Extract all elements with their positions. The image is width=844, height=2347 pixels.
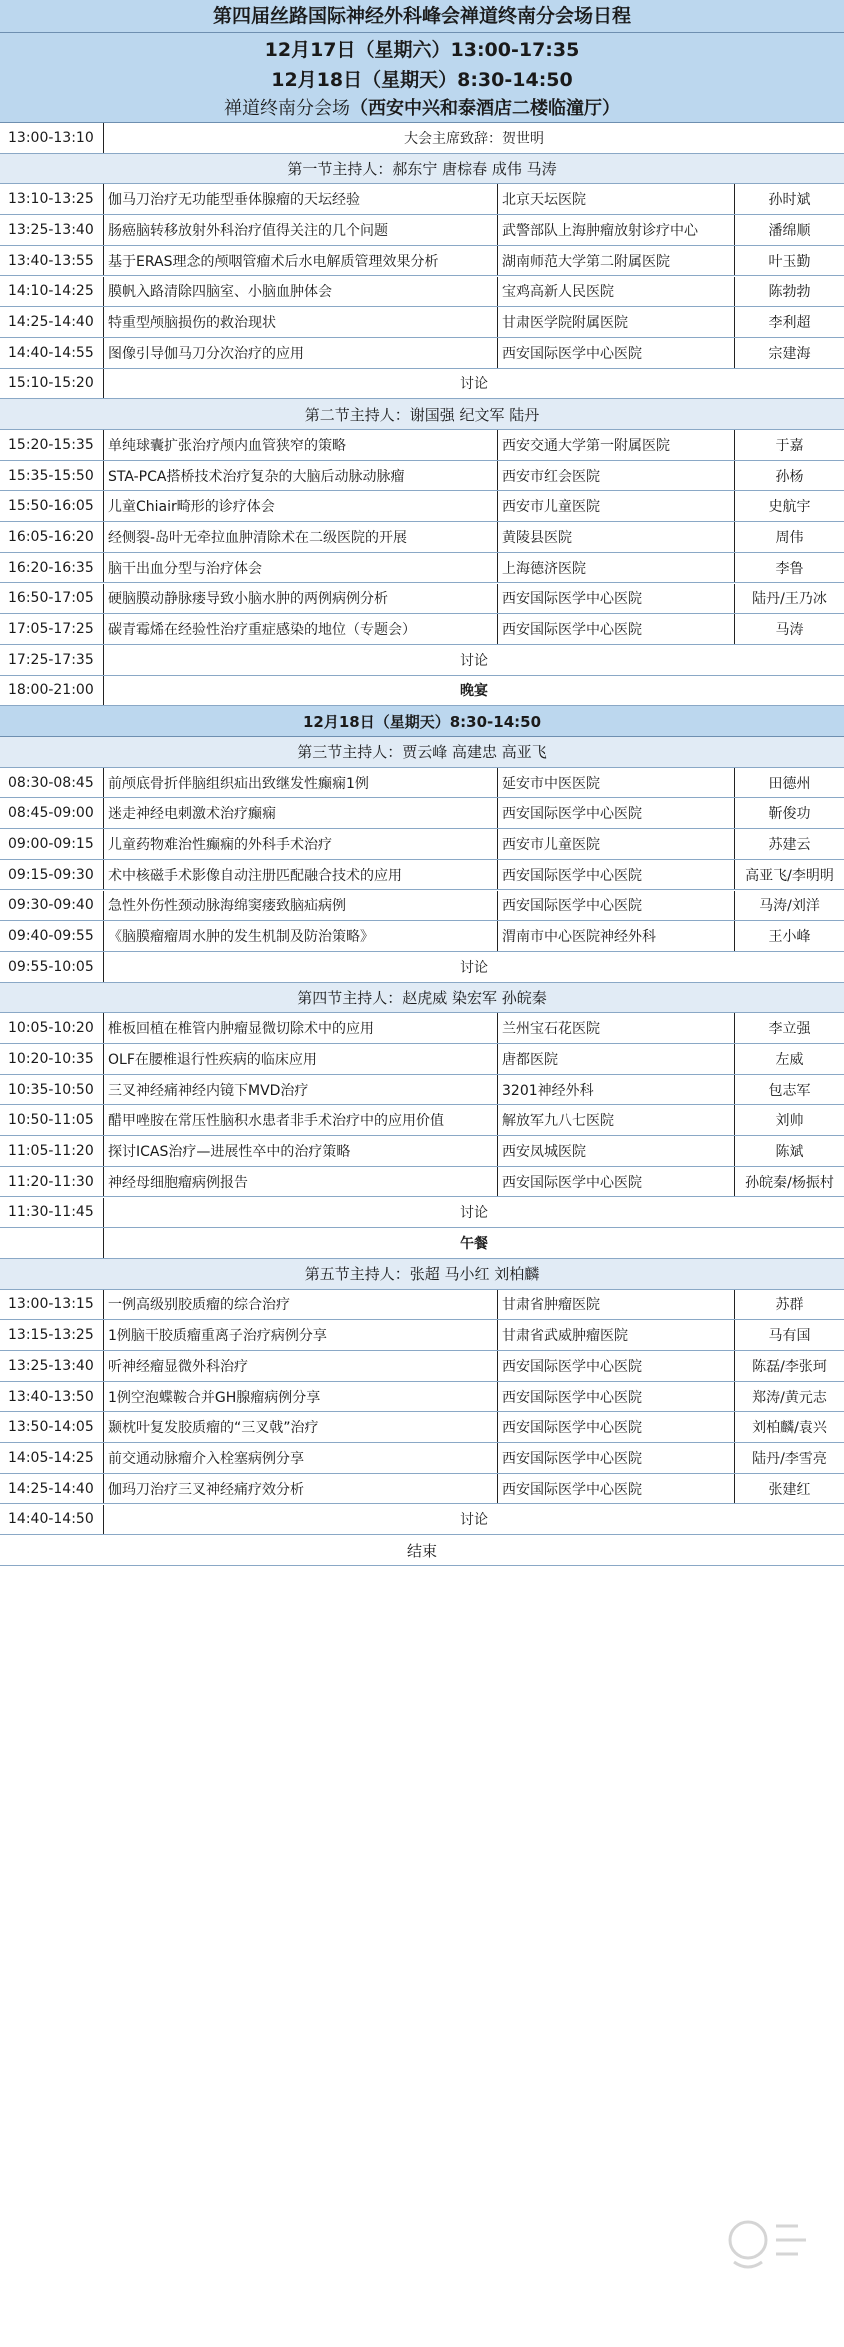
time-slot: 15:10-15:20 [0, 369, 104, 399]
talk-institution: 兰州宝石花医院 [498, 1013, 735, 1043]
talk-speaker: 陈勃勃 [768, 284, 811, 301]
talk-row [0, 307, 844, 338]
talk-topic: 迷走神经电刺激术治疗癫痫 [104, 798, 498, 828]
time-slot: 08:30-08:45 [0, 768, 104, 798]
time-slot: 09:30-09:40 [0, 891, 104, 921]
time-slot: 13:10-13:25 [0, 184, 104, 214]
talk-topic: 基于ERAS理念的颅咽管瘤术后水电解质管理效果分析 [104, 246, 498, 276]
talk-row [0, 921, 844, 952]
talk-row [0, 522, 844, 553]
discussion-row [0, 645, 844, 676]
talk-institution: 西安国际医学中心医院 [498, 891, 735, 921]
talk-topic: 椎板回植在椎管内肿瘤显微切除术中的应用 [104, 1013, 498, 1043]
time-slot: 08:45-09:00 [0, 798, 104, 828]
closing-row [0, 1535, 844, 1566]
section-header [0, 154, 844, 185]
talk-topic: 图像引导伽马刀分次治疗的应用 [104, 338, 498, 368]
talk-institution: 甘肃省肿瘤医院 [498, 1290, 735, 1320]
talk-row [0, 1167, 844, 1198]
time-slot: 10:05-10:20 [0, 1013, 104, 1043]
talk-topic: 听神经瘤显微外科治疗 [104, 1351, 498, 1381]
talk-speaker: 潘绵顺 [768, 222, 811, 239]
session-label: 讨论 [460, 1205, 488, 1222]
talk-topic: 前颅底骨折伴脑组织疝出致继发性癫痫1例 [104, 768, 498, 798]
talk-speaker: 郑涛/黄元志 [752, 1389, 827, 1406]
talk-institution: 西安国际医学中心医院 [498, 338, 735, 368]
time-slot: 13:40-13:50 [0, 1382, 104, 1412]
time-slot: 10:50-11:05 [0, 1105, 104, 1135]
time-slot: 14:05-14:25 [0, 1443, 104, 1473]
day-header [0, 706, 844, 737]
time-slot: 14:40-14:50 [0, 1505, 104, 1535]
time-slot: 13:40-13:55 [0, 246, 104, 276]
meal-row [0, 676, 844, 707]
section-moderators: 第三节主持人：贾云峰 高建忠 高亚飞 [297, 743, 547, 762]
time-slot: 11:30-11:45 [0, 1198, 104, 1228]
time-slot: 11:20-11:30 [0, 1167, 104, 1197]
time-slot: 09:15-09:30 [0, 860, 104, 890]
talk-row [0, 1382, 844, 1413]
talk-topic: 伽马刀治疗无功能型垂体腺瘤的天坛经验 [104, 184, 498, 214]
talk-institution: 西安市儿童医院 [498, 491, 735, 521]
talk-speaker: 左威 [775, 1051, 804, 1068]
talk-topic: 颞枕叶复发胶质瘤的“三叉戟”治疗 [104, 1412, 498, 1442]
talk-institution: 西安市红会医院 [498, 461, 735, 491]
talk-topic: STA-PCA搭桥技术治疗复杂的大脑后动脉动脉瘤 [104, 461, 498, 491]
talk-speaker: 李利超 [768, 315, 811, 332]
talk-speaker: 刘帅 [775, 1113, 804, 1130]
talk-topic: 膜帆入路清除四脑室、小脑血肿体会 [104, 277, 498, 307]
talk-speaker: 孙杨 [775, 468, 804, 485]
talk-topic: 儿童药物难治性癫痫的外科手术治疗 [104, 829, 498, 859]
talk-speaker: 陆丹/王乃冰 [752, 591, 827, 608]
talk-institution: 武警部队上海肿瘤放射诊疗中心 [498, 215, 735, 245]
session-label: 晚宴 [460, 683, 488, 700]
talk-institution: 西安国际医学中心医院 [498, 584, 735, 614]
talk-institution: 西安交通大学第一附属医院 [498, 430, 735, 460]
time-slot: 17:05-17:25 [0, 614, 104, 644]
talk-speaker: 苏建云 [768, 836, 811, 853]
talk-row [0, 277, 844, 308]
time-slot: 09:40-09:55 [0, 921, 104, 951]
time-slot: 15:50-16:05 [0, 491, 104, 521]
talk-row [0, 491, 844, 522]
talk-row [0, 768, 844, 799]
talk-speaker: 于嘉 [775, 437, 804, 454]
talk-row [0, 1320, 844, 1351]
talk-topic: 术中核磁手术影像自动注册匹配融合技术的应用 [104, 860, 498, 890]
talk-speaker: 田德州 [768, 775, 811, 792]
talk-institution: 甘肃医学院附属医院 [498, 307, 735, 337]
discussion-row [0, 1505, 844, 1536]
title-bar [0, 0, 844, 33]
talk-row [0, 1351, 844, 1382]
talk-institution: 上海德济医院 [498, 553, 735, 583]
talk-topic: 碳青霉烯在经验性治疗重症感染的地位（专题会） [104, 614, 498, 644]
talk-institution: 西安国际医学中心医院 [498, 1382, 735, 1412]
talk-topic: 神经母细胞瘤病例报告 [104, 1167, 498, 1197]
talk-row [0, 184, 844, 215]
talk-institution: 宝鸡高新人民医院 [498, 277, 735, 307]
talk-row [0, 461, 844, 492]
discussion-row [0, 1198, 844, 1229]
session-label: 讨论 [460, 376, 488, 393]
talk-row [0, 614, 844, 645]
session-label: 讨论 [460, 652, 488, 669]
talk-institution: 湖南师范大学第二附属医院 [498, 246, 735, 276]
section-moderators: 第二节主持人：谢国强 纪文军 陆丹 [304, 405, 540, 424]
talk-speaker: 李立强 [768, 1021, 811, 1038]
talk-topic: 单纯球囊扩张治疗颅内血管狭窄的策略 [104, 430, 498, 460]
talk-row [0, 1044, 844, 1075]
talk-row [0, 891, 844, 922]
time-slot: 11:05-11:20 [0, 1136, 104, 1166]
talk-institution: 西安国际医学中心医院 [498, 1167, 735, 1197]
talk-topic: 一例高级别胶质瘤的综合治疗 [104, 1290, 498, 1320]
talk-institution: 北京天坛医院 [498, 184, 735, 214]
talk-speaker: 史航宇 [768, 499, 811, 516]
session-label: 讨论 [460, 1512, 488, 1529]
time-slot: 13:50-14:05 [0, 1412, 104, 1442]
talk-institution: 西安凤城医院 [498, 1136, 735, 1166]
talk-topic: 伽玛刀治疗三叉神经痛疗效分析 [104, 1474, 498, 1504]
talk-speaker: 包志军 [768, 1082, 811, 1099]
talk-speaker: 高亚飞/李明明 [745, 867, 834, 884]
closing-label: 结束 [406, 1541, 437, 1560]
time-slot: 16:20-16:35 [0, 553, 104, 583]
talk-topic: 经侧裂-岛叶无牵拉血肿清除术在二级医院的开展 [104, 522, 498, 552]
talk-speaker: 宗建海 [768, 345, 811, 362]
meal-row [0, 1228, 844, 1259]
talk-topic: 1例空泡蝶鞍合并GH腺瘤病例分享 [104, 1382, 498, 1412]
talk-speaker: 马涛 [775, 622, 804, 639]
talk-institution: 3201神经外科 [498, 1075, 735, 1105]
talk-speaker: 李鲁 [775, 560, 804, 577]
talk-institution: 西安国际医学中心医院 [498, 1474, 735, 1504]
talk-topic: 特重型颅脑损伤的救治现状 [104, 307, 498, 337]
talk-row [0, 1443, 844, 1474]
talk-topic: 探讨ICAS治疗—进展性卒中的治疗策略 [104, 1136, 498, 1166]
talk-speaker: 张建红 [768, 1481, 811, 1498]
talk-row [0, 1474, 844, 1505]
talk-institution: 渭南市中心医院神经外科 [498, 921, 735, 951]
talk-institution: 西安市儿童医院 [498, 829, 735, 859]
time-slot: 14:10-14:25 [0, 277, 104, 307]
time-slot: 14:25-14:40 [0, 1474, 104, 1504]
talk-speaker: 靳俊功 [768, 806, 811, 823]
talk-row [0, 798, 844, 829]
section-moderators: 第五节主持人：张超 马小红 刘柏麟 [304, 1265, 540, 1284]
talk-topic: 醋甲唑胺在常压性脑积水患者非手术治疗中的应用价值 [104, 1105, 498, 1135]
talk-institution: 西安国际医学中心医院 [498, 1351, 735, 1381]
section-header [0, 983, 844, 1014]
venue-name: 禅道终南分会场 [224, 98, 350, 119]
discussion-row [0, 952, 844, 983]
time-slot: 15:35-15:50 [0, 461, 104, 491]
talk-institution: 西安国际医学中心医院 [498, 1412, 735, 1442]
talk-institution: 黄陵县医院 [498, 522, 735, 552]
session-label: 大会主席致辞：贺世明 [404, 130, 544, 147]
talk-institution: 延安市中医医院 [498, 768, 735, 798]
talk-row [0, 215, 844, 246]
talk-speaker: 苏群 [775, 1297, 804, 1314]
time-slot [0, 1228, 104, 1258]
time-slot: 13:00-13:10 [0, 123, 104, 153]
talk-speaker: 陆丹/李雪亮 [752, 1450, 827, 1467]
talk-speaker: 孙皖秦/杨振村 [745, 1174, 834, 1191]
talk-topic: 三叉神经痛神经内镜下MVD治疗 [104, 1075, 498, 1105]
section-header [0, 399, 844, 430]
talk-topic: 1例脑干胶质瘤重离子治疗病例分享 [104, 1320, 498, 1350]
time-slot: 13:15-13:25 [0, 1320, 104, 1350]
session-label: 讨论 [460, 959, 488, 976]
talk-topic: 脑干出血分型与治疗体会 [104, 553, 498, 583]
venue-line [0, 95, 844, 123]
time-slot: 16:50-17:05 [0, 584, 104, 614]
talk-row [0, 430, 844, 461]
talk-row [0, 1290, 844, 1321]
talk-institution: 西安国际医学中心医院 [498, 860, 735, 890]
talk-row [0, 1412, 844, 1443]
talk-speaker: 陈斌 [775, 1143, 804, 1160]
talk-topic: 前交通动脉瘤介入栓塞病例分享 [104, 1443, 498, 1473]
venue-detail: （西安中兴和泰酒店二楼临潼厅） [350, 98, 620, 119]
talk-speaker: 马有国 [768, 1328, 811, 1345]
time-slot: 14:25-14:40 [0, 307, 104, 337]
time-slot: 17:25-17:35 [0, 645, 104, 675]
date-line-2: 12月18日（星期天）8:30-14:50 [271, 69, 573, 91]
talk-topic: 硬脑膜动静脉瘘导致小脑水肿的两例病例分析 [104, 584, 498, 614]
talk-row [0, 338, 844, 369]
date-line-1: 12月17日（星期六）13:00-17:35 [264, 39, 580, 61]
talk-speaker: 周伟 [775, 529, 804, 546]
talk-institution: 解放军九八七医院 [498, 1105, 735, 1135]
talk-institution: 甘肃省武威肿瘤医院 [498, 1320, 735, 1350]
time-slot: 14:40-14:55 [0, 338, 104, 368]
talk-speaker: 王小峰 [768, 929, 811, 946]
talk-speaker: 孙时斌 [768, 192, 811, 209]
talk-institution: 唐都医院 [498, 1044, 735, 1074]
time-slot: 13:00-13:15 [0, 1290, 104, 1320]
talk-speaker: 马涛/刘洋 [759, 898, 820, 915]
section-header [0, 1259, 844, 1290]
talk-row [0, 1105, 844, 1136]
time-slot: 13:25-13:40 [0, 215, 104, 245]
talk-institution: 西安国际医学中心医院 [498, 614, 735, 644]
talk-topic: OLF在腰椎退行性疾病的临床应用 [104, 1044, 498, 1074]
time-slot: 18:00-21:00 [0, 676, 104, 706]
section-header [0, 737, 844, 768]
talk-institution: 西安国际医学中心医院 [498, 1443, 735, 1473]
talk-topic: 儿童Chiair畸形的诊疗体会 [104, 491, 498, 521]
talk-row [0, 246, 844, 277]
event-info [0, 33, 844, 123]
talk-row [0, 584, 844, 615]
discussion-row [0, 123, 844, 154]
talk-topic: 肠癌脑转移放射外科治疗值得关注的几个问题 [104, 215, 498, 245]
talk-row [0, 860, 844, 891]
section-moderators: 第一节主持人：郝东宁 唐棕春 成伟 马涛 [287, 160, 557, 179]
watermark-logo-icon [718, 2206, 814, 2278]
talk-topic: 《脑膜瘤瘤周水肿的发生机制及防治策略》 [104, 921, 498, 951]
talk-row [0, 553, 844, 584]
talk-row [0, 1075, 844, 1106]
time-slot: 13:25-13:40 [0, 1351, 104, 1381]
talk-speaker: 刘柏麟/袁兴 [752, 1420, 827, 1437]
talk-speaker: 陈磊/李张珂 [752, 1358, 827, 1375]
time-slot: 09:00-09:15 [0, 829, 104, 859]
time-slot: 10:35-10:50 [0, 1075, 104, 1105]
time-slot: 10:20-10:35 [0, 1044, 104, 1074]
talk-institution: 西安国际医学中心医院 [498, 798, 735, 828]
talk-row [0, 829, 844, 860]
talk-speaker: 叶玉勤 [768, 253, 811, 270]
talk-topic: 急性外伤性颈动脉海绵窦瘘致脑疝病例 [104, 891, 498, 921]
talk-row [0, 1013, 844, 1044]
session-label: 午餐 [460, 1236, 488, 1253]
section-moderators: 第四节主持人：赵虎威 染宏军 孙皖秦 [297, 988, 547, 1007]
discussion-row [0, 369, 844, 400]
page-title: 第四届丝路国际神经外科峰会禅道终南分会场日程 [212, 5, 631, 27]
time-slot: 09:55-10:05 [0, 952, 104, 982]
talk-row [0, 1136, 844, 1167]
time-slot: 15:20-15:35 [0, 430, 104, 460]
time-slot: 16:05-16:20 [0, 522, 104, 552]
day-date: 12月18日（星期天）8:30-14:50 [302, 712, 542, 731]
